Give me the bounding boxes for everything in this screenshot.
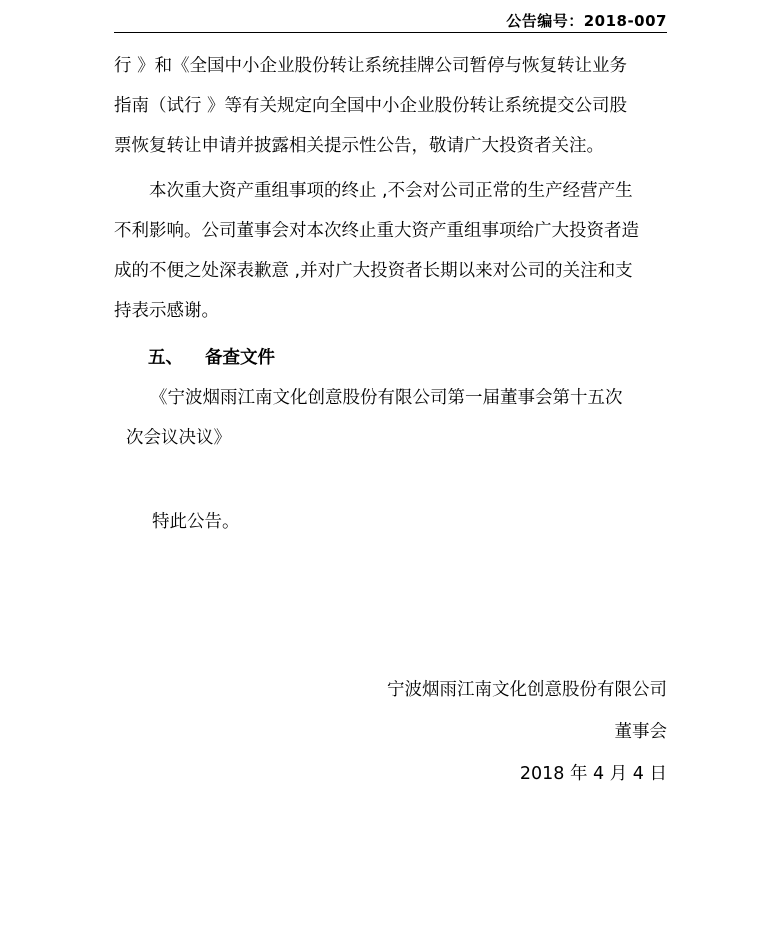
- paragraph-line: 持表示感谢。: [114, 301, 219, 321]
- paragraph-regulations: [114, 46, 667, 166]
- header-divider: [114, 32, 667, 33]
- paragraph-termination-impact: [114, 171, 667, 331]
- paragraph-line: 不利影响。公司董事会对本次终止重大资产重组事项给广大投资者造: [114, 221, 639, 241]
- section-title: 备查文件: [205, 348, 275, 368]
- section-number: 五、: [148, 348, 183, 368]
- paragraph-line: 票恢复转让申请并披露相关提示性公告，敬请广大投资者关注。: [114, 136, 604, 156]
- section-heading-reference-docs: [148, 338, 275, 378]
- reference-doc-line-2: 次会议决议》: [126, 428, 231, 448]
- announcement-number: 公告编号：2018-007: [506, 12, 667, 30]
- signature-board: 董事会: [614, 722, 667, 742]
- paragraph-line: 成的不便之处深表歉意 ,并对广大投资者长期以来对公司的关注和支: [114, 261, 633, 281]
- paragraph-line: 指南（试行 》等有关规定向全国中小企业股份转让系统提交公司股: [114, 96, 628, 116]
- paragraph-line: 本次重大资产重组事项的终止 ,不会对公司正常的生产经营产生: [114, 181, 633, 201]
- signature-company: 宁波烟雨江南文化创意股份有限公司: [387, 680, 667, 700]
- closing-statement: 特此公告。: [152, 512, 240, 532]
- reference-doc-line-1: 《宁波烟雨江南文化创意股份有限公司第一届董事会第十五次: [150, 388, 623, 408]
- signature-date: 2018 年 4 月 4 日: [519, 764, 667, 784]
- paragraph-line: 行 》和《全国中小企业股份转让系统挂牌公司暂停与恢复转让业务: [114, 56, 628, 76]
